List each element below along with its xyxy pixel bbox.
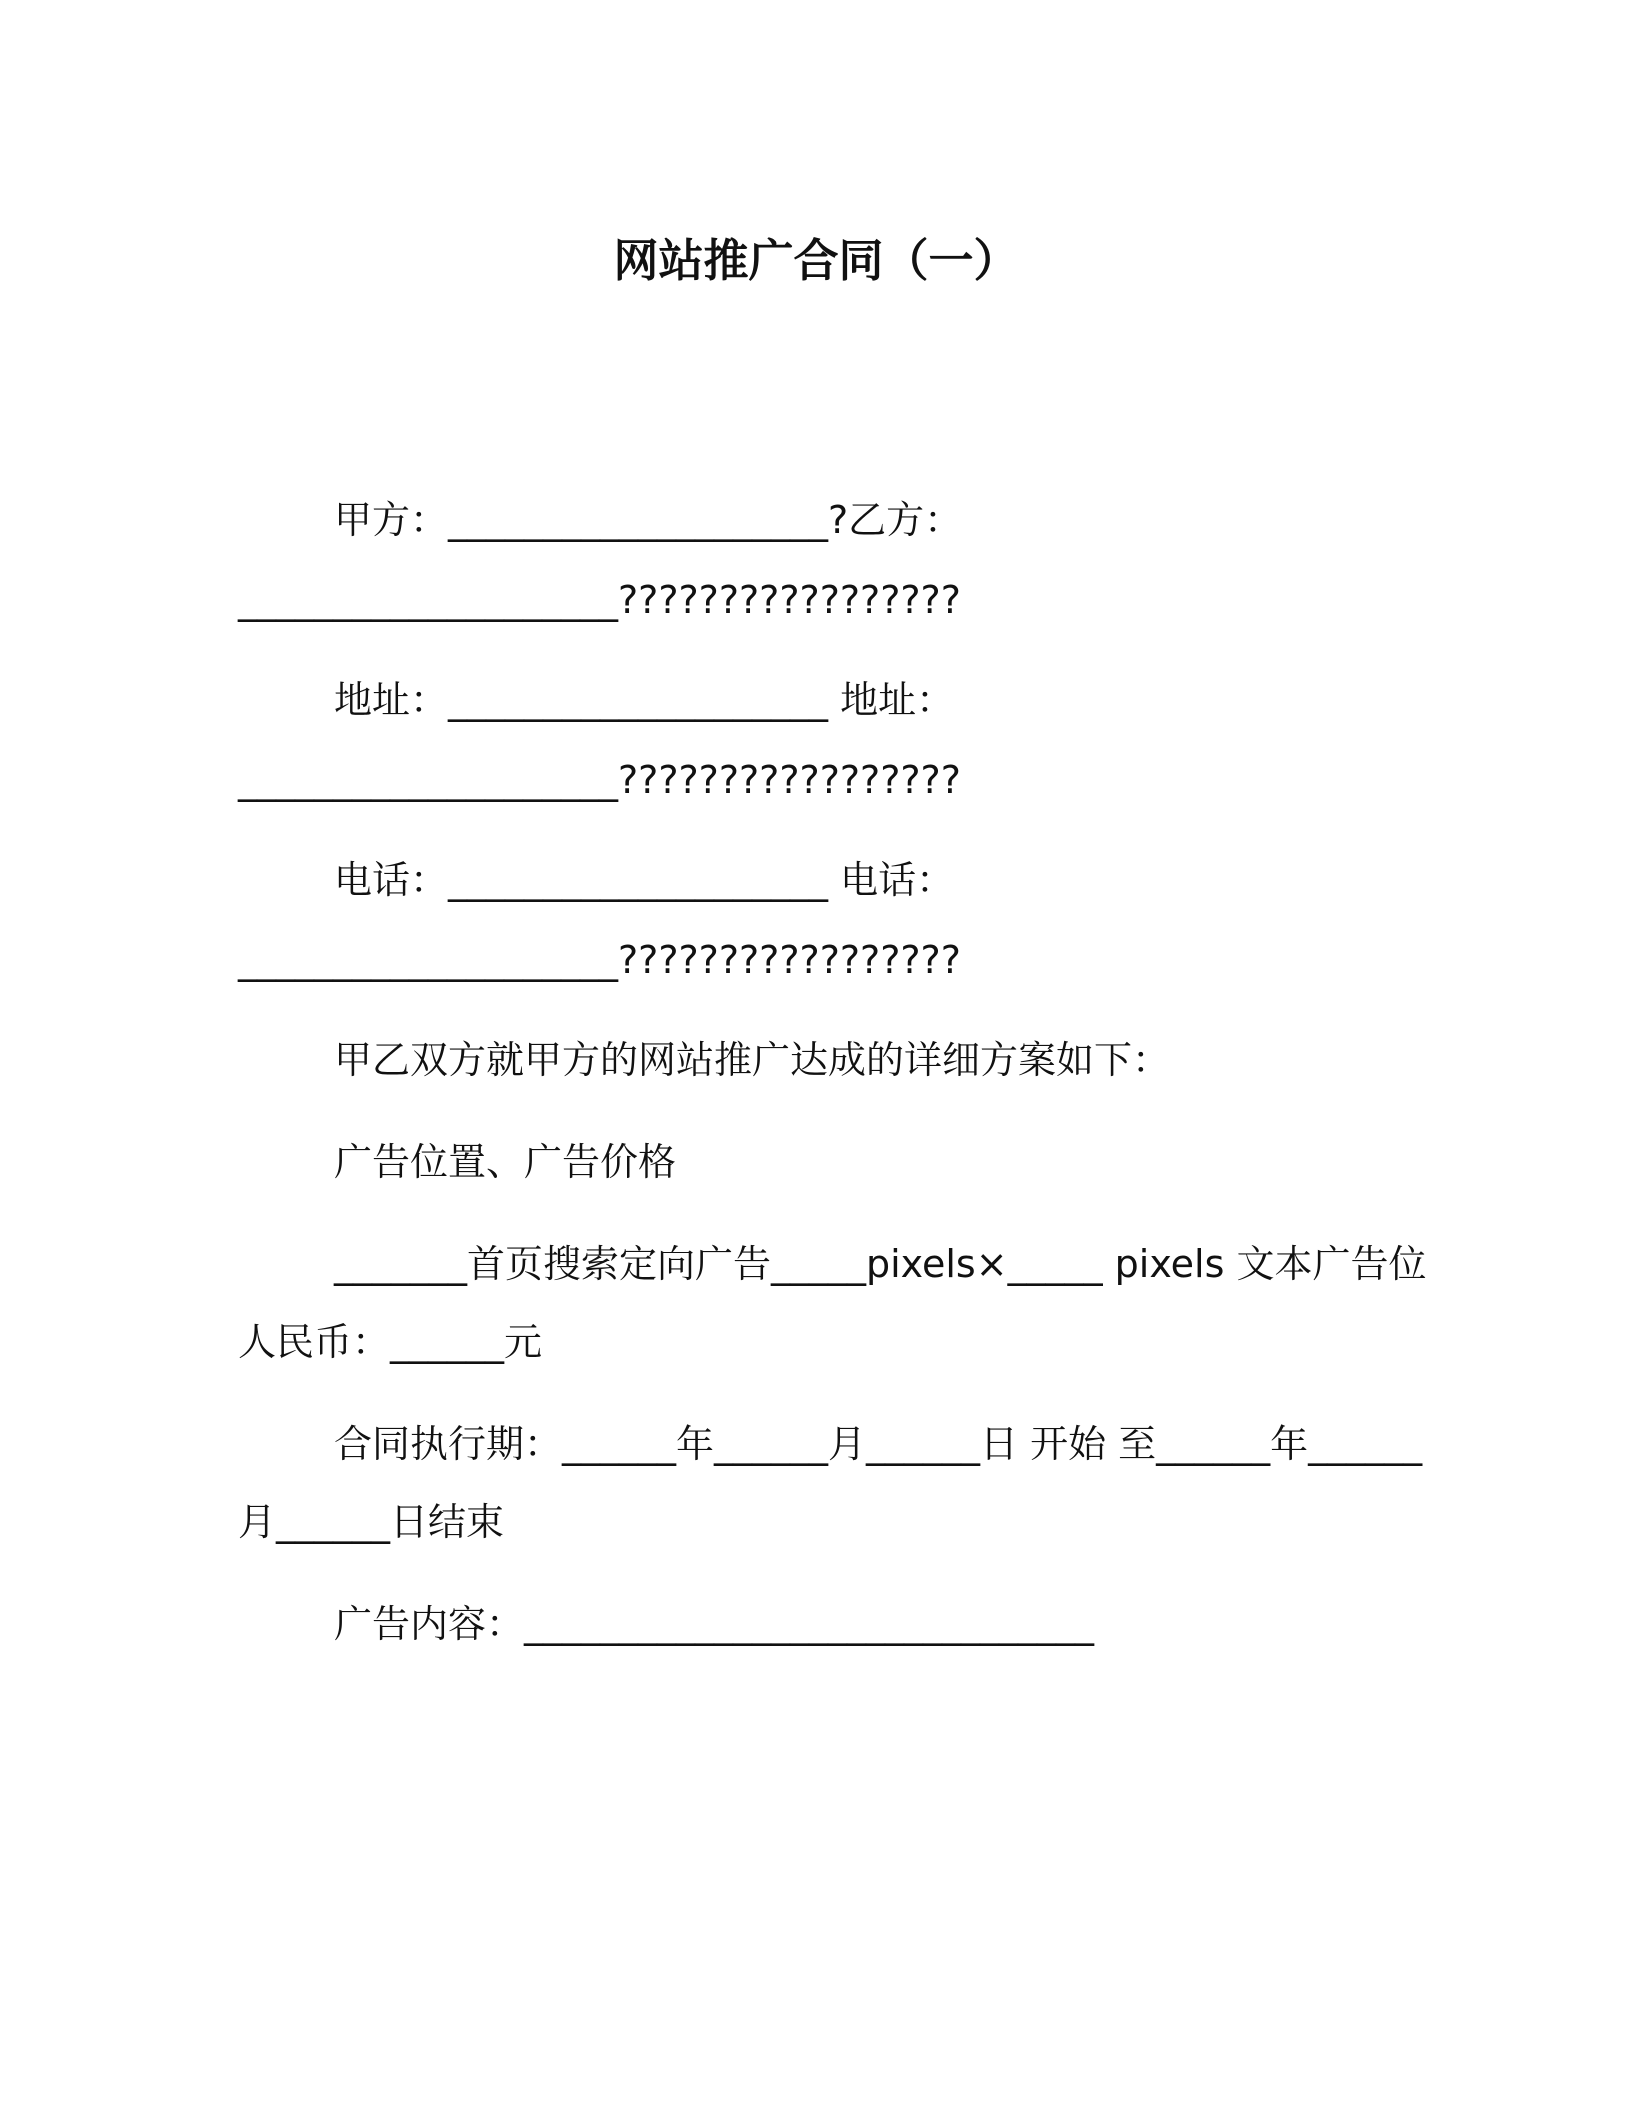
document-title: 网站推广合同（一） bbox=[613, 234, 1019, 287]
contract-period-line: 合同执行期：______年______月______日 开始 至______年______ bbox=[334, 1422, 1423, 1466]
ad-content-line: 广告内容：______________________________ bbox=[334, 1602, 1095, 1646]
ad-spec-line: _______首页搜索定向广告_____pixels×_____ pixels 文本广告位 bbox=[334, 1242, 1427, 1286]
party-a-line: 甲方：____________________?乙方： bbox=[334, 498, 963, 542]
intro-paragraph: 甲乙双方就甲方的网站推广达成的详细方案如下： bbox=[334, 1038, 1171, 1082]
address-line: 地址：____________________ 地址： bbox=[334, 678, 955, 722]
contract-period-end-line: 月______日结束 bbox=[238, 1500, 505, 1544]
address-blank-line: ____________________????????????????? bbox=[238, 758, 961, 802]
party-b-blank-line: ____________________????????????????? bbox=[238, 578, 961, 622]
price-line: 人民币：______元 bbox=[238, 1320, 543, 1364]
section-heading-ad-position-price: 广告位置、广告价格 bbox=[334, 1140, 677, 1184]
phone-line: 电话：____________________ 电话： bbox=[334, 858, 955, 902]
phone-blank-line: ____________________????????????????? bbox=[238, 938, 961, 982]
